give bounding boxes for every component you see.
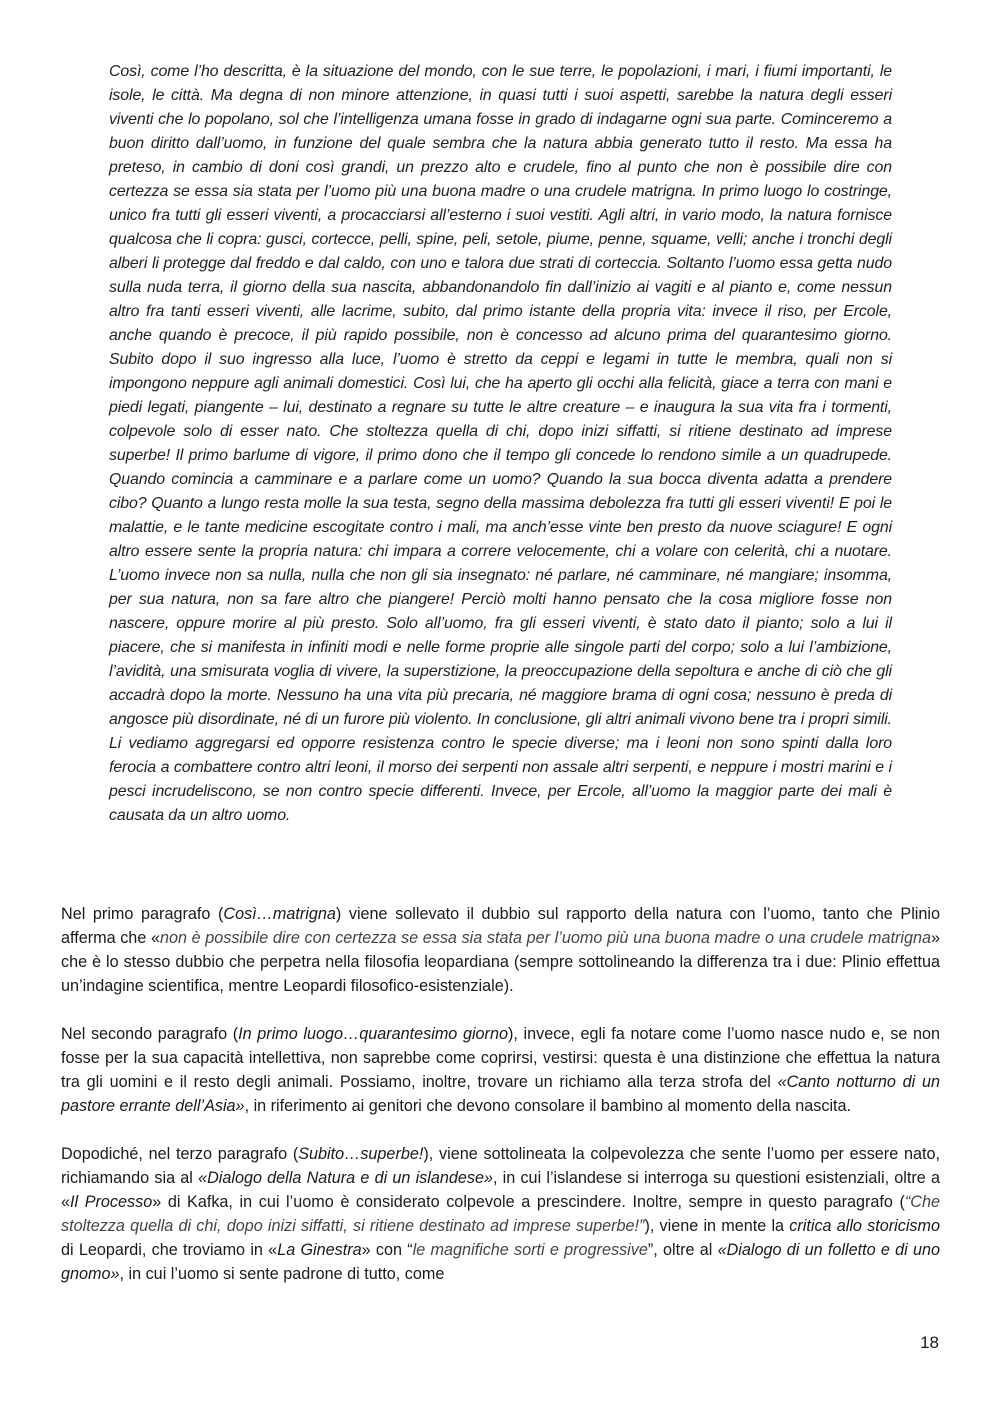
work-title: «Dialogo di un folletto e di uno gnomo» xyxy=(61,1241,940,1283)
text-run: Nel primo paragrafo ( xyxy=(61,905,224,923)
text-run: » che è lo stesso dubbio che perpetra nella filosofia leopardiana (sempre sottolineando la differenza tra i due: Plinio effettua un’indagine scientifica, mentre Leopardi filosofico-esistenziale). xyxy=(61,929,940,995)
work-title: Il Processo xyxy=(70,1193,153,1211)
text-run: ), invece, egli fa notare come l’uomo nasce nudo e, se non fosse per la sua capacità intellettiva, non saprebbe come coprirsi, vestirsi: questa è una distinzione che effettua la natura tra gli uomini e il resto degli animali. Possiamo, inoltre, trovare un richiamo alla terza strofa del xyxy=(61,1025,940,1091)
text-run: ) viene sollevato il dubbio sul rapporto della natura con l’uomo, tanto che Plinio afferma che « xyxy=(61,905,940,947)
paragraph-reference: In primo luogo…quarantesimo giorno xyxy=(238,1025,508,1043)
paragraph-third xyxy=(61,1142,940,1286)
concept-emphasis: critica allo storicismo xyxy=(789,1217,940,1235)
work-title: «Canto notturno di un pastore errante dell’Asia» xyxy=(61,1073,940,1115)
inline-quotation: “Che stoltezza quella di chi, dopo inizi siffatti, si ritiene destinato ad imprese superbe!” xyxy=(61,1193,940,1235)
text-run: ), viene in mente la xyxy=(644,1217,790,1235)
text-run: Dopodiché, nel terzo paragrafo ( xyxy=(61,1145,299,1163)
text-run: , in cui l’uomo si sente padrone di tutto, come xyxy=(119,1265,445,1283)
inline-quotation: non è possibile dire con certezza se essa sia stata per l’uomo più una buona madre o una crudele matrigna xyxy=(159,929,931,947)
paragraph-reference: Così…matrigna xyxy=(223,905,336,923)
plinio-quote-block xyxy=(109,60,892,828)
commentary-section xyxy=(61,902,940,1286)
paragraph-first xyxy=(61,902,940,998)
text-run: di Leopardi, che troviamo in « xyxy=(61,1241,278,1259)
paragraph-second xyxy=(61,1022,940,1118)
inline-quotation: le magnifiche sorti e progressive xyxy=(412,1241,648,1259)
work-title: «Dialogo della Natura e di un islandese» xyxy=(198,1169,493,1187)
text-run: ), viene sottolineata la colpevolezza che sente l’uomo per essere nato, richiamando sia al xyxy=(61,1145,940,1187)
paragraph-reference: Subito…superbe! xyxy=(298,1145,424,1163)
text-run: » di Kafka, in cui l’uomo è considerato colpevole a prescindere. Inoltre, sempre in questo paragrafo ( xyxy=(152,1193,905,1211)
text-run: ”, oltre al xyxy=(647,1241,718,1259)
quote-text: Così, come l’ho descritta, è la situazione del mondo, con le sue terre, le popolazioni, i mari, i fiumi importanti, le isole, le città. Ma degna di non minore attenzione, in quasi tutti i suoi aspetti, sarebbe la natura degli esseri viventi che lo popolano, sol che l’intelligenza umana fosse in grado di indagarne ogni sua parte. Cominceremo a buon diritto dall’uomo, in funzione del quale sembra che la natura abbia generato tutto il resto. Ma essa ha preteso, in cambio di doni così grandi, un prezzo alto e crudele, fino al punto che non è possibile dire con certezza se essa sia stata per l’uomo più una buona madre o una crudele matrigna. In primo luogo lo costringe, unico fra tutti gli esseri viventi, a procacciarsi all’esterno i suoi vestiti. Agli altri, in vario modo, la natura fornisce qualcosa che li copra: gusci, cortecce, pelli, spine, peli, setole, piume, penne, squame, velli; anche i tronchi degli alberi li protegge dal freddo e dal caldo, con uno e talora due strati di corteccia. Soltanto l’uomo essa getta nudo sulla nuda terra, il giorno della sua nascita, abbandonandolo fin dall’inizio ai vagiti e al pianto e, come nessun altro fra tanti esseri viventi, alle lacrime, subito, dal primo istante della propria vita: invece il riso, per Ercole, anche quando è precoce, il più rapido possibile, non è concesso ad alcuno prima del quarantesimo giorno. Subito dopo il suo ingresso alla luce, l’uomo è stretto da ceppi e legami in tutte le membra, quali non si impongono neppure agli animali domestici. Così lui, che ha aperto gli occhi alla felicità, giace a terra con mani e piedi legati, piangente – lui, destinato a regnare su tutte le altre creature – e inaugura la sua vita fra i tormenti, colpevole solo di esser nato. Che stoltezza quella di chi, dopo inizi siffatti, si ritiene destinato ad imprese superbe! Il primo barlume di vigore, il primo dono che il tempo gli concede lo rendono simile a un quadrupede. Quando comincia a camminare e a parlare come un uomo? Quando la sua bocca diventa adatta a prendere cibo? Quanto a lungo resta molle la sua testa, segno della massima debolezza fra tutti gli esseri viventi! E poi le malattie, e le tante medicine escogitate contro i mali, ma anch’esse vinte ben presto da nuove sciagure! E ogni altro essere sente la propria natura: chi impara a correre velocemente, chi a volare con celerità, chi a nuotare. L’uomo invece non sa nulla, nulla che non gli sia insegnato: né parlare, né camminare, né mangiare; insomma, per sua natura, non sa fare altro che piangere! Perciò molti hanno pensato che la cosa migliore fosse non nascere, oppure morire al più presto. Solo all’uomo, fra gli esseri viventi, è stato dato il pianto; solo a lui il piacere, che si manifesta in infiniti modi e nelle forme proprie alle singole parti del corpo; solo a lui l’ambizione, l’avidità, una smisurata voglia di vivere, la superstizione, la preoccupazione della sepoltura e anche di ciò che gli accadrà dopo la morte. Nessuno ha una vita più precaria, né maggiore brama di ogni cosa; nessuno è preda di angosce più disordinate, né di un furore più violento. In conclusione, gli altri animali vivono bene tra i propri simili. Li vediamo aggregarsi ed opporre resistenza contro le specie diverse; ma i leoni non sono spinti dalla loro ferocia a combattere contro altri leoni, il morso dei serpenti non assale altri serpenti, e neppure i mostri marini e i pesci incrudeliscono, se non contro specie differenti. Invece, per Ercole, all’uomo la maggior parte dei mali è causata da un altro uomo. xyxy=(109,63,892,824)
work-title: La Ginestra xyxy=(277,1241,362,1259)
text-run: Nel secondo paragrafo ( xyxy=(61,1025,239,1043)
text-run: , in cui l’islandese si interroga su questioni esistenziali, oltre a « xyxy=(61,1169,940,1211)
text-run: , in riferimento ai genitori che devono consolare il bambino al momento della nascita. xyxy=(244,1097,852,1115)
page-number: 18 xyxy=(920,1333,939,1352)
text-run: » con “ xyxy=(361,1241,413,1259)
